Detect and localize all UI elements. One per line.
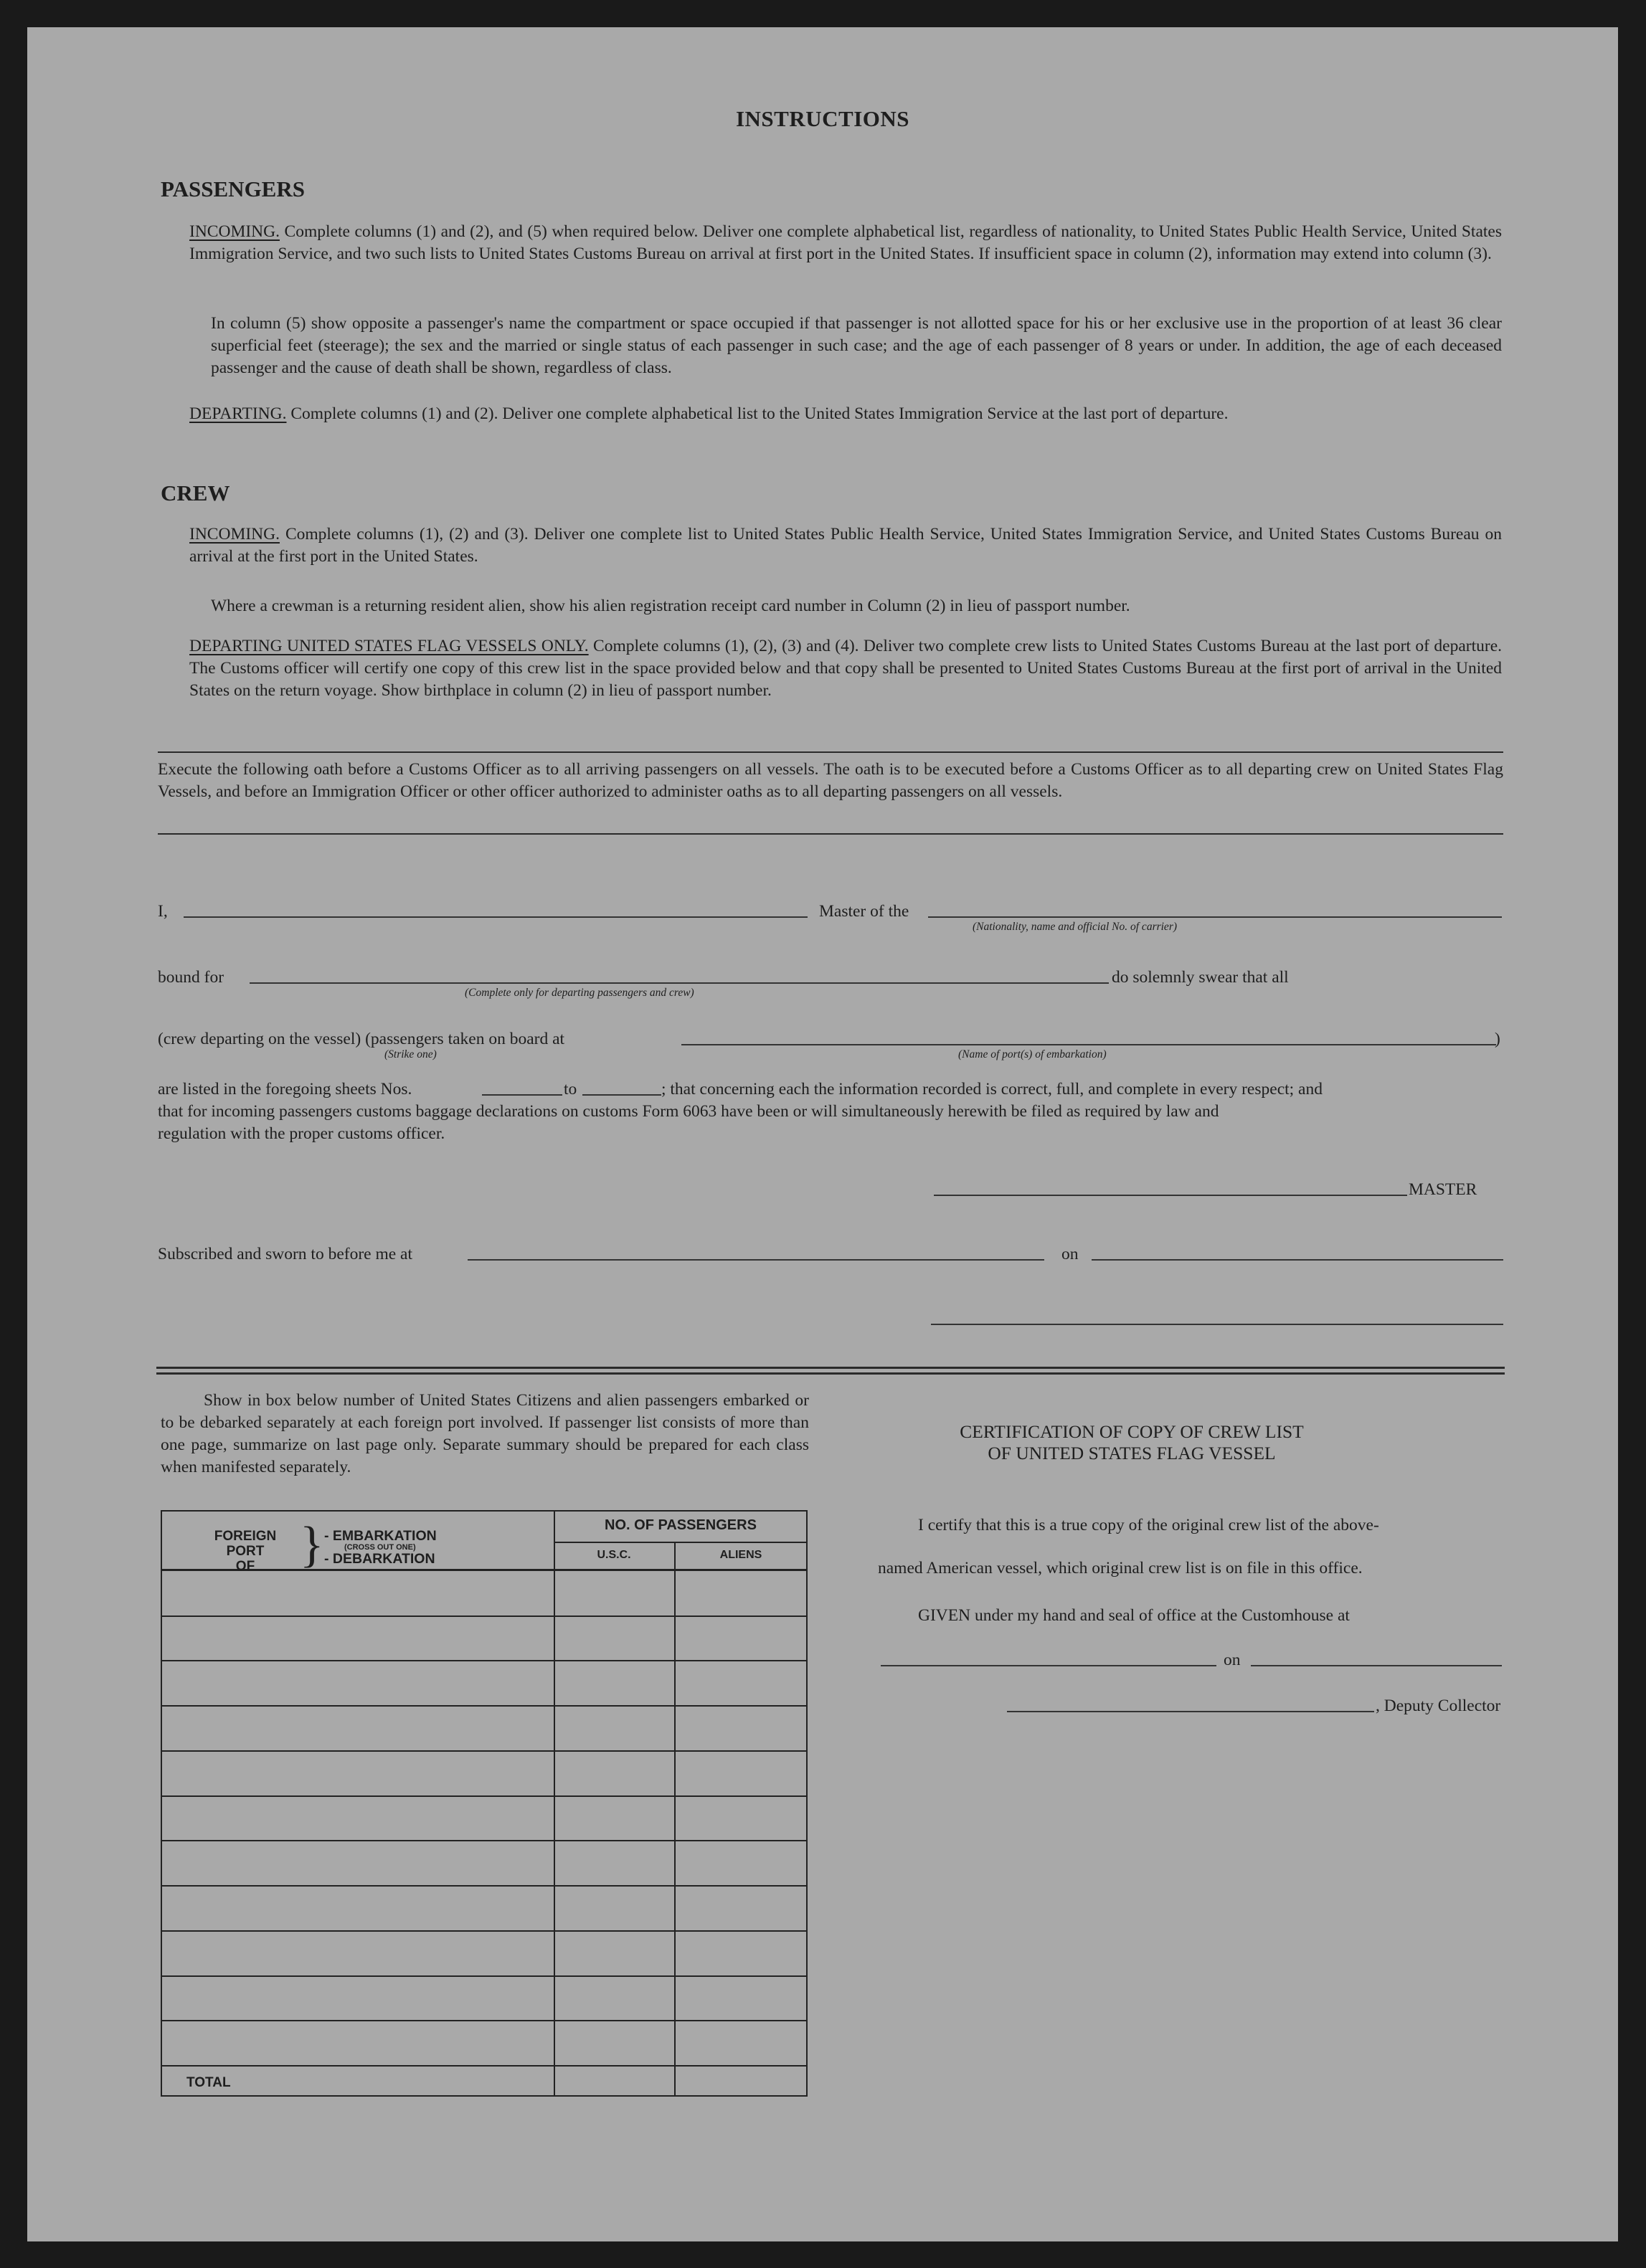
certify-line1: I certify that this is a true copy of the original crew list of the above-	[918, 1516, 1379, 1534]
header-foreign: FOREIGN	[214, 1529, 277, 1544]
crew-incoming-text: Complete columns (1), (2) and (3). Deliver one complete list to United States Public Health Service, United States Immigration Service, and United States Customs Bureau on arrival at the first port in the United States.	[189, 525, 1502, 566]
form-page	[27, 27, 1618, 2241]
oath-intro: Execute the following oath before a Customs Officer as to all arriving passengers on all vessels. The oath is to be executed before a Customs Officer as to all departing crew on United States Flag Vessels, and before an Immigration Officer or other officer authorized to administer oaths as to all departing passengers on all vessels.	[158, 760, 1503, 801]
crew-departing-text: Complete columns (1), (2), (3) and (4). Deliver two complete crew lists to United States Customs Bureau at the last port of departure. The Customs officer will certify one copy of this crew list in the space provided below and that copy shall be presented to United States Customs Bureau at the first port of arrival in the United States on the return voyage. Show birthplace in column (2) in lieu of passport number.	[189, 637, 1502, 700]
carrier-caption: (Nationality, name and official No. of carrier)	[973, 921, 1178, 933]
passengers-heading: PASSENGERS	[161, 176, 305, 201]
passengers-incoming-text: Complete columns (1) and (2), and (5) when required below. Deliver one complete alphabetical list, regardless of nationality, to United States Public Health Service, United States Immigration Service, and two such lists to United States Customs Bureau on arrival at first port in the United States. If insufficient space in column (2), information may extend into column (3).	[189, 222, 1502, 263]
table-row-line	[161, 1885, 808, 1887]
master-name-field[interactable]	[184, 916, 808, 918]
sheet-from-field[interactable]	[482, 1094, 562, 1096]
crew-resident-paragraph: Where a crewman is a returning resident alien, show his alien registration receipt card number in Column (2) in lieu of passport number.	[211, 597, 1130, 615]
master-signature-field[interactable]	[934, 1195, 1407, 1196]
master-label: MASTER	[1409, 1180, 1477, 1199]
header-port: PORT	[226, 1544, 265, 1559]
table-row-line	[161, 2065, 808, 2067]
sworn-location-field[interactable]	[468, 1259, 1044, 1261]
certification-on-label: on	[1224, 1651, 1241, 1669]
sworn-date-field[interactable]	[1092, 1259, 1503, 1261]
sworn-on-label: on	[1061, 1245, 1079, 1263]
given-line: GIVEN under my hand and seal of office at the Customhouse at	[918, 1606, 1350, 1625]
oath-line4-rest: ; that concerning each the information recorded is correct, full, and complete in every respect; and	[661, 1080, 1323, 1099]
sheet-to-field[interactable]	[582, 1094, 661, 1096]
crew-departing-paragraph	[189, 635, 1502, 702]
oath-to: to	[564, 1080, 577, 1099]
table-row-line	[161, 2020, 808, 2021]
table-divider	[554, 1542, 808, 1543]
table-total-label: TOTAL	[186, 2075, 231, 2090]
table-divider	[554, 1510, 555, 2097]
oath-line5: that for incoming passengers customs baggage declarations on customs Form 6063 have been or will simultaneously herewith be filed as required by law and	[158, 1102, 1219, 1121]
destination-field[interactable]	[250, 982, 1109, 984]
oath-line6: regulation with the proper customs officer.	[158, 1124, 445, 1143]
passenger-summary-table	[161, 1510, 808, 2097]
oath-swear: do solemnly swear that all	[1112, 968, 1289, 987]
embarkation-caption: (Name of port(s) of embarkation)	[958, 1048, 1107, 1061]
oath-bound-for: bound for	[158, 968, 224, 987]
crew-heading: CREW	[161, 480, 230, 506]
table-header-no-passengers: NO. OF PASSENGERS	[605, 1517, 757, 1533]
bleed-through-text	[995, 156, 1008, 179]
passengers-column5-paragraph: In column (5) show opposite a passenger's name the compartment or space occupied if that passenger is not allotted space for his or her exclusive use in the proportion of at least 36 clear superficial feet (steerage); the sex and the married or single status of each passenger in such case; and the age of each passenger of 8 years or under. In addition, the age of each deceased passenger and the cause of death shall be shown, regardless of class.	[211, 314, 1502, 377]
strike-one-caption: (Strike one)	[384, 1048, 437, 1061]
table-row-line	[161, 1840, 808, 1841]
page-title: INSTRUCTIONS	[735, 106, 909, 131]
table-row-line	[161, 1705, 808, 1707]
officer-signature-field[interactable]	[931, 1324, 1503, 1325]
divider	[158, 751, 1503, 753]
header-embarkation: - EMBARKATION	[324, 1528, 437, 1544]
deputy-collector-label: , Deputy Collector	[1376, 1697, 1501, 1715]
table-row-line	[161, 1930, 808, 1932]
passengers-departing-label: DEPARTING.	[189, 404, 287, 423]
table-row-line	[161, 1660, 808, 1661]
passengers-departing-paragraph	[189, 403, 1502, 425]
embarkation-port-field[interactable]	[681, 1044, 1496, 1045]
passengers-departing-text: Complete columns (1) and (2). Deliver one complete alphabetical list to the United States Immigration Service at the last port of departure.	[286, 404, 1229, 423]
passengers-incoming-label: INCOMING.	[189, 222, 280, 241]
table-header-usc: U.S.C.	[597, 1549, 631, 1561]
certification-heading	[852, 1421, 1411, 1464]
header-cross-out: (CROSS OUT ONE)	[344, 1543, 416, 1552]
bracket-icon: }	[300, 1517, 324, 1572]
header-of: OF	[235, 1559, 255, 1574]
header-debarkation: - DEBARKATION	[324, 1551, 435, 1567]
table-row-line	[161, 1975, 808, 1977]
customhouse-field[interactable]	[881, 1665, 1216, 1666]
crew-incoming-paragraph	[189, 523, 1502, 568]
oath-close-paren: )	[1495, 1030, 1500, 1048]
divider	[158, 833, 1503, 835]
certification-heading-line2: OF UNITED STATES FLAG VESSEL	[988, 1443, 1276, 1463]
table-header-foreign-port	[195, 1529, 295, 1574]
table-header-embark-debark	[324, 1529, 437, 1566]
table-header-aliens: ALIENS	[719, 1549, 762, 1561]
certify-line2: named American vessel, which original crew list is on file in this office.	[878, 1559, 1363, 1577]
oath-master-of: Master of the	[819, 902, 909, 921]
oath-crew-passengers: (crew departing on the vessel) (passengers taken on board at	[158, 1030, 565, 1048]
certification-date-field[interactable]	[1251, 1665, 1502, 1666]
destination-caption: (Complete only for departing passengers and crew)	[465, 987, 694, 999]
deputy-signature-field[interactable]	[1007, 1711, 1374, 1712]
oath-i: I,	[158, 902, 168, 921]
table-row-line	[161, 1615, 808, 1617]
table-row-line	[161, 1795, 808, 1797]
crew-incoming-label: INCOMING.	[189, 525, 280, 544]
carrier-field[interactable]	[928, 916, 1502, 918]
double-rule-top	[156, 1367, 1505, 1369]
crew-departing-label: DEPARTING UNITED STATES FLAG VESSELS ONLY.	[189, 637, 589, 655]
table-row-line	[161, 1750, 808, 1752]
oath-listed: are listed in the foregoing sheets Nos.	[158, 1080, 412, 1099]
passengers-incoming-paragraph	[189, 221, 1502, 265]
table-divider	[674, 1542, 676, 2097]
summary-instructions: Show in box below number of United States Citizens and alien passengers embarked or to be debarked separately at each foreign port involved. If passenger list consists of more than one page, summarize on last page only. Separate summary should be prepared for each class when manifested separately.	[161, 1391, 809, 1476]
certification-heading-line1: CERTIFICATION OF COPY OF CREW LIST	[960, 1421, 1304, 1442]
double-rule-bottom	[156, 1372, 1505, 1375]
subscribed-label: Subscribed and sworn to before me at	[158, 1245, 413, 1263]
